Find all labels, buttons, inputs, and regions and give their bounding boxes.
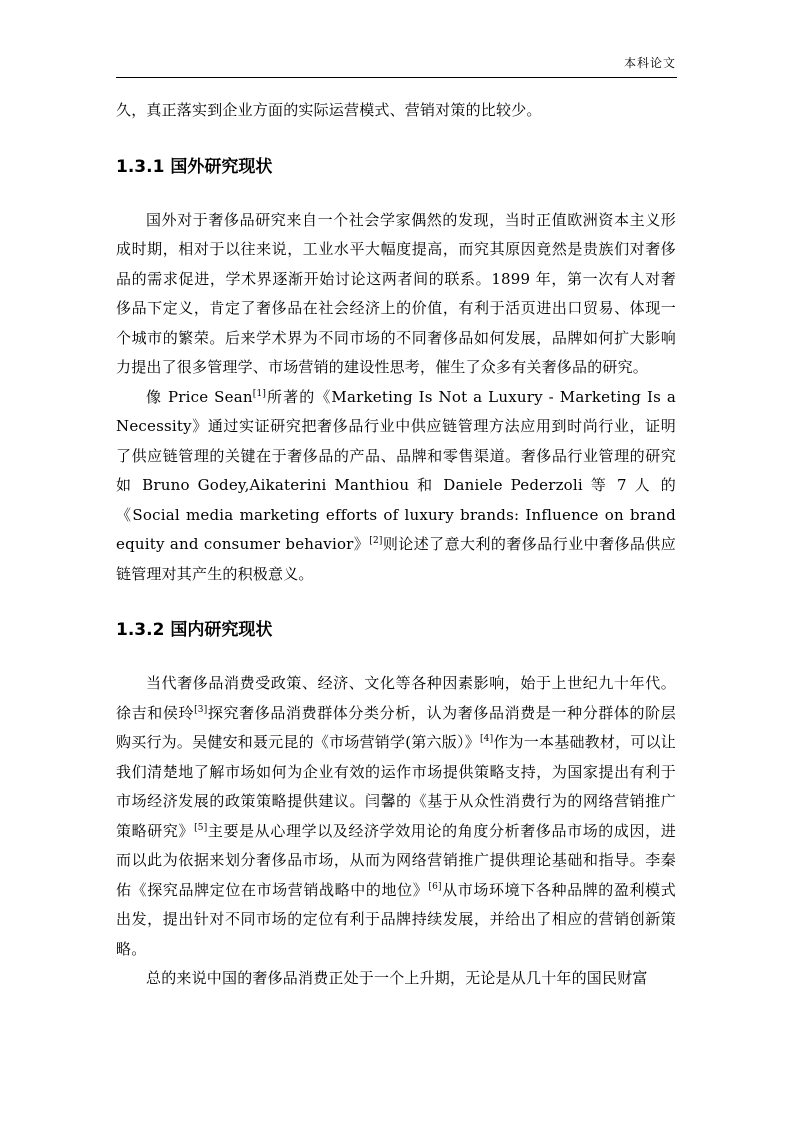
intro-paragraph: 久，真正落实到企业方面的实际运营模式、营销对策的比较少。 xyxy=(116,101,542,119)
citation-ref: [1] xyxy=(252,388,267,399)
foreign-research-paragraph-2 xyxy=(116,383,676,590)
paragraph-text: 从市场环境下各种品牌的盈利模式出发，提出针对不同市场的定位有利于品牌持续发展，并给出了相应的营销创新策略。 xyxy=(116,880,676,958)
citation-ref: [2] xyxy=(369,536,383,546)
citation-ref: [3] xyxy=(194,704,208,715)
paragraph-text: 则论述了意大利的奢侈品行业中奢侈品供应链管理对其产生的积极意义。 xyxy=(116,535,676,583)
citation-ref: [4] xyxy=(479,734,494,744)
paragraph-text: 所著的《Marketing Is Not a Luxury - Marketing Is a Necessity》通过实证研究把奢侈品行业中供应链管理方法应用到时尚行业，证明了供应链管理的关键在于奢侈品的产品、品牌和零售渠道。奢侈品行业管理的研究如 Bruno Godey,Aikaterini Manthiou 和 Daniele Pederzoli 等 7 人 的《Social media marketing efforts of luxury brands: Influence on brand equity and consumer behavior》 xyxy=(116,387,677,553)
paragraph-text: 作为一本基础教材，可以让我们清楚地了解市场如何为企业有效的运作市场提供策略支持，为国家提出有利于市场经济发展的政策策略提供建议。闫馨的《基于从众性消费行为的网络营销推广策略研究》 xyxy=(116,733,676,840)
paragraph-text: 当代奢侈品消费受政策、经济、文化等各种因素影响，始于上世纪九十年代。徐吉和侯玲 xyxy=(116,674,676,722)
section-heading-1-3-2: 1.3.2 国内研究现状 xyxy=(116,620,273,640)
domestic-research-paragraph-2: 总的来说中国的奢侈品消费正处于一个上升期，无论是从几十年的国民财富 xyxy=(146,969,648,987)
citation-ref: [5] xyxy=(194,822,208,833)
paragraph-text: 像 Price Sean xyxy=(146,387,253,406)
citation-ref: [6] xyxy=(428,881,442,892)
paragraph-text: 探究奢侈品消费群体分类分析，认为奢侈品消费是一种分群体的阶层购买行为。吴健安和聂元昆的《市场营销学(第六版）》 xyxy=(116,703,676,751)
paragraph-text: 主要是从心理学以及经济学效用论的角度分析奢侈品市场的成因，进而以此为依据来划分奢侈品市场，从而为网络营销推广提供理论基础和指导。李秦佑《探究品牌定位在市场营销战略中的地位》 xyxy=(116,821,676,899)
section-heading-1-3-1: 1.3.1 国外研究现状 xyxy=(116,156,273,177)
domestic-research-paragraph-1 xyxy=(116,669,676,964)
page-header-title: 本科论文 xyxy=(623,56,676,70)
document-body xyxy=(116,96,676,994)
foreign-research-paragraph-1: 国外对于奢侈品研究来自一个社会学家偶然的发现，当时正值欧洲资本主义形成时期，相对于以往来说，工业水平大幅度提高，而究其原因竟然是贵族们对奢侈品的需求促进，学术界逐渐开始讨论这两者间的联系。1899 年，第一次有人对奢侈品下定义，肯定了奢侈品在社会经济上的价值，有利于活页进出口贸易、体现一个城市的繁荣。后来学术界为不同市场的不同奢侈品如何发展，品牌如何扩大影响力提出了很多管理学、市场营销的建设性思考，催生了众多有关奢侈品的研究。 xyxy=(116,210,676,376)
header-divider xyxy=(116,77,677,78)
